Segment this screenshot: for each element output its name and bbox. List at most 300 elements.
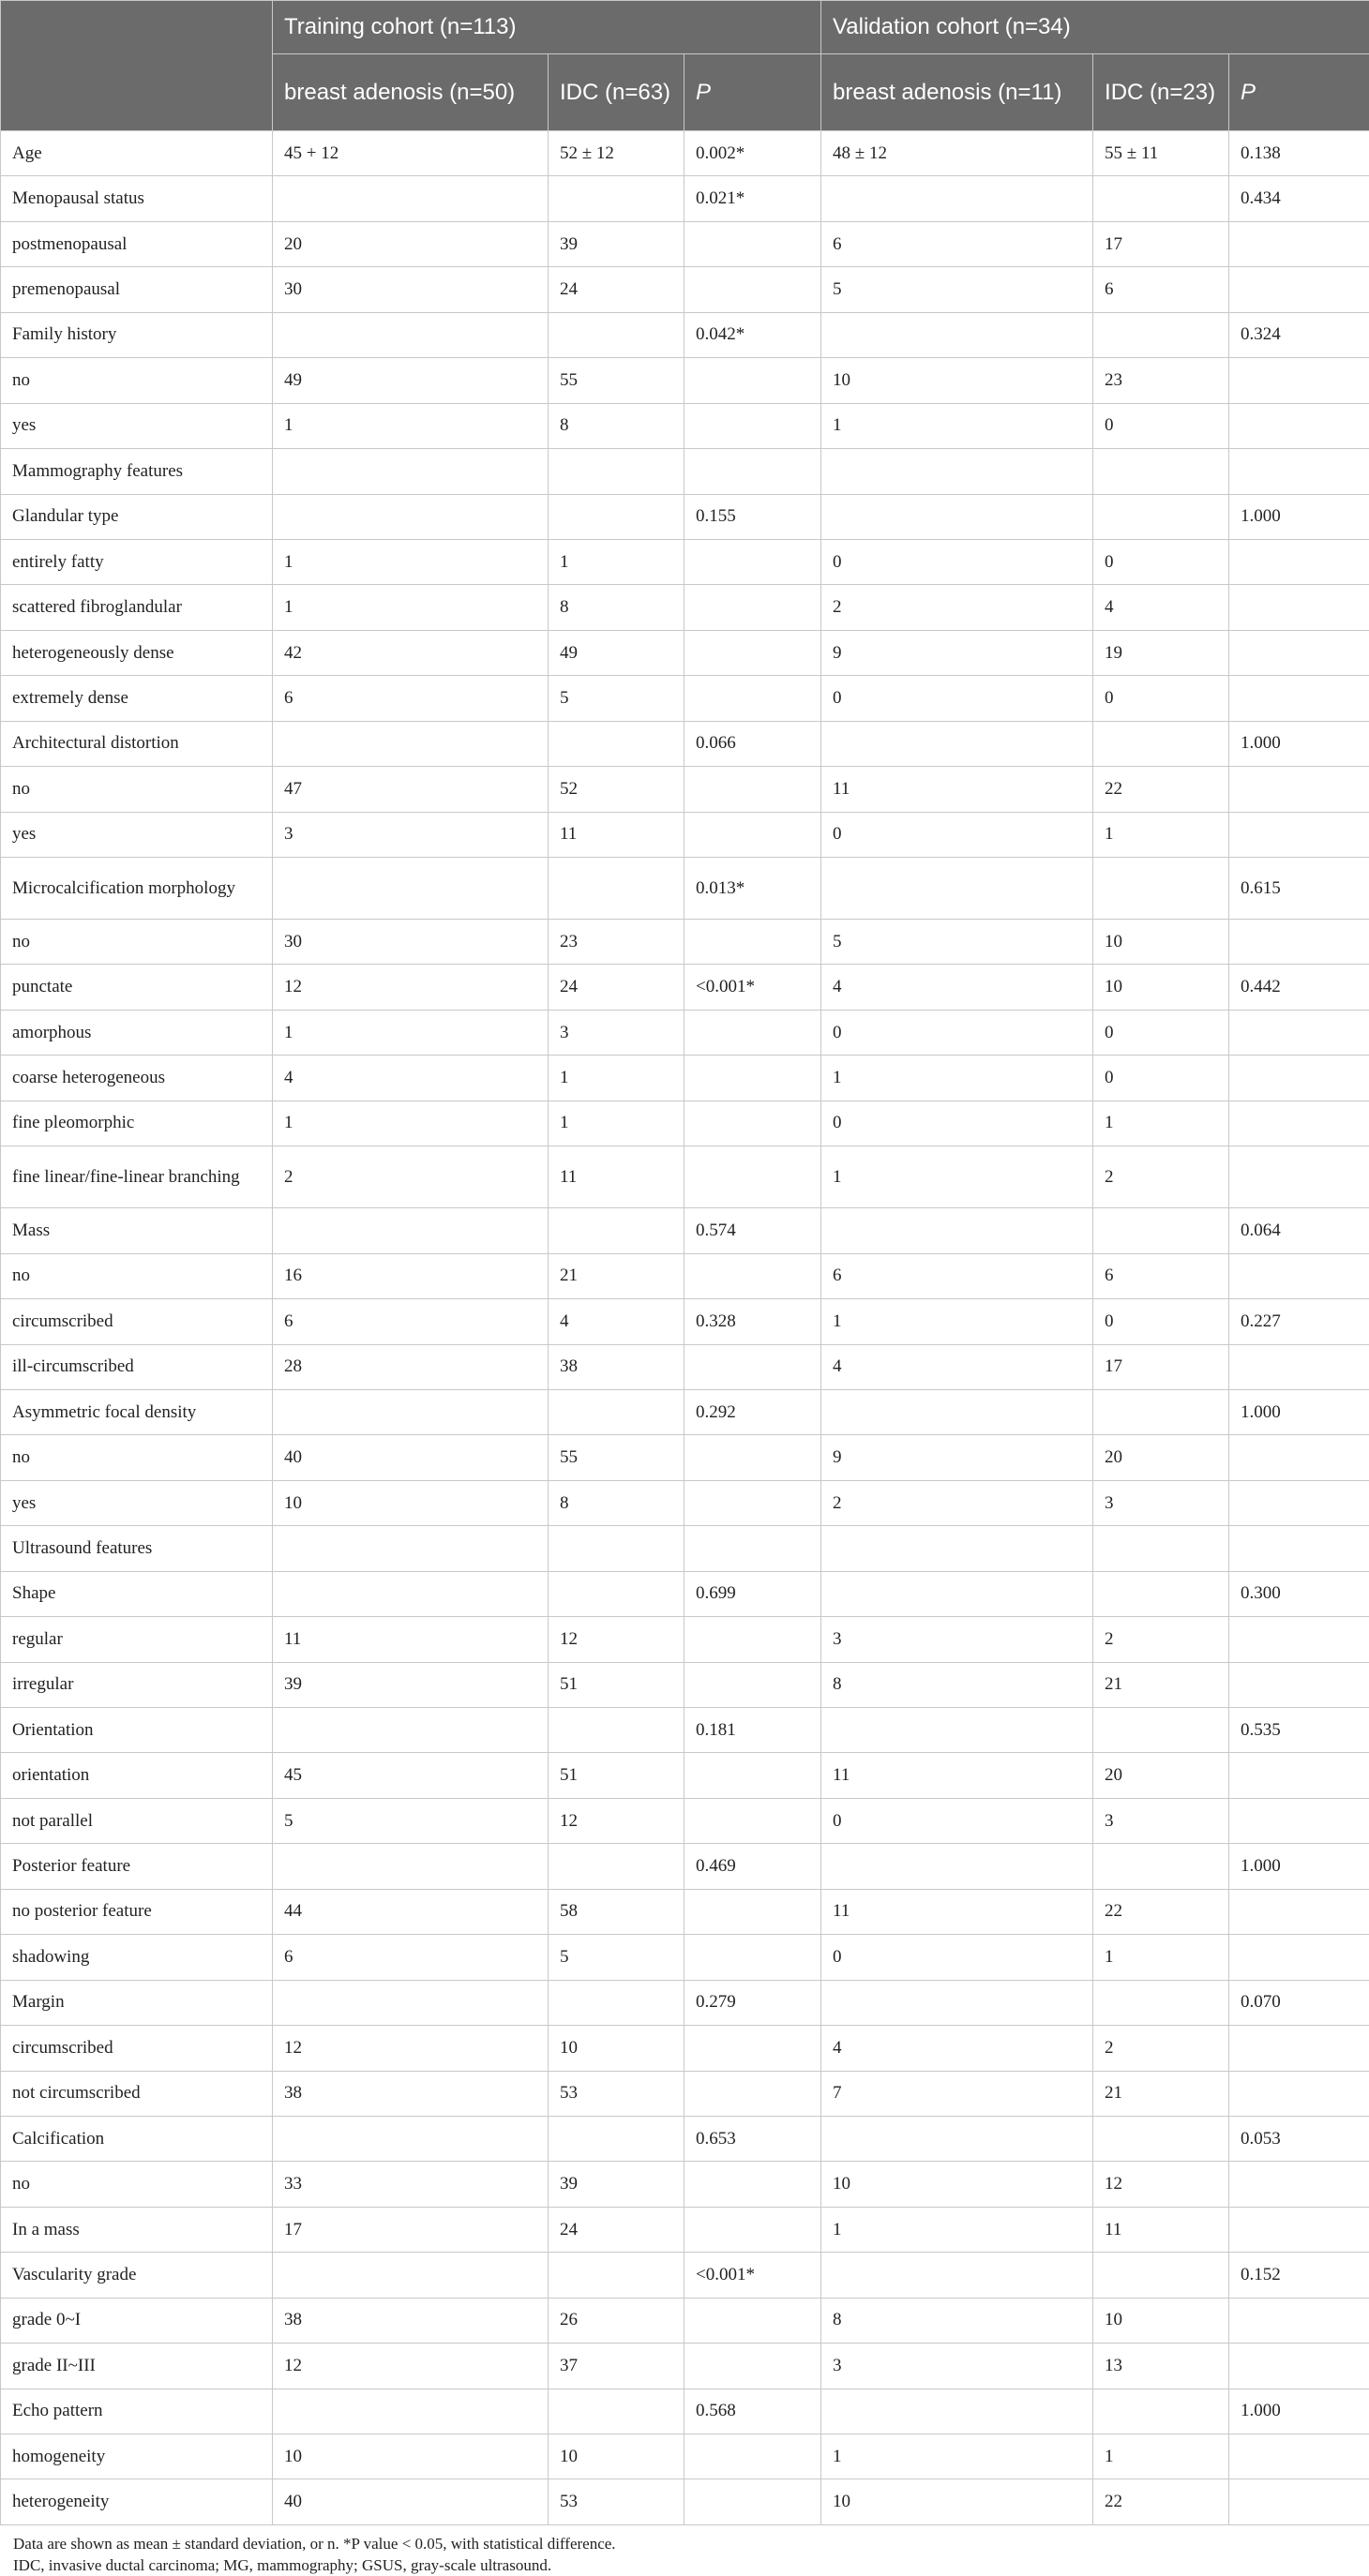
- cell-validation-p: 0.324: [1229, 312, 1369, 357]
- cell-validation-idc: 10: [1093, 2298, 1229, 2343]
- cell-validation-p: [1229, 2479, 1369, 2524]
- cell-training-idc: [549, 176, 684, 221]
- cell-training-adenosis: 12: [273, 965, 549, 1010]
- cell-training-idc: [549, 494, 684, 539]
- cell-validation-idc: 19: [1093, 630, 1229, 675]
- table-row: [1, 812, 1369, 857]
- cell-row-label: In a mass: [1, 2207, 273, 2252]
- cell-training-p: [684, 2344, 821, 2389]
- cell-training-p: [684, 1526, 821, 1571]
- cell-training-adenosis: [273, 494, 549, 539]
- cell-validation-p: [1229, 2434, 1369, 2479]
- table-row: [1, 1798, 1369, 1843]
- cell-validation-adenosis: 4: [821, 2026, 1093, 2071]
- cell-training-idc: 5: [549, 1935, 684, 1980]
- cell-validation-idc: 0: [1093, 539, 1229, 584]
- cell-training-p: 0.568: [684, 2389, 821, 2434]
- cell-validation-adenosis: [821, 2389, 1093, 2434]
- cell-training-idc: 8: [549, 1480, 684, 1525]
- cell-training-adenosis: [273, 2389, 549, 2434]
- cell-validation-adenosis: 11: [821, 1889, 1093, 1934]
- cell-validation-idc: 0: [1093, 1056, 1229, 1101]
- cell-validation-p: [1229, 1798, 1369, 1843]
- table-row: [1, 1662, 1369, 1707]
- cell-validation-idc: 1: [1093, 1935, 1229, 1980]
- cell-training-adenosis: 4: [273, 1056, 549, 1101]
- cell-validation-idc: [1093, 494, 1229, 539]
- cell-training-p: 0.653: [684, 2116, 821, 2161]
- cell-validation-adenosis: [821, 858, 1093, 920]
- cell-validation-adenosis: 1: [821, 1146, 1093, 1208]
- cell-validation-adenosis: 3: [821, 1617, 1093, 1662]
- cell-validation-adenosis: [821, 494, 1093, 539]
- cell-validation-idc: 11: [1093, 2207, 1229, 2252]
- cell-validation-idc: [1093, 1526, 1229, 1571]
- cell-row-label: yes: [1, 812, 273, 857]
- cell-validation-p: [1229, 2071, 1369, 2116]
- cell-training-adenosis: [273, 858, 549, 920]
- cell-training-p: [684, 1253, 821, 1298]
- cell-validation-adenosis: [821, 1844, 1093, 1889]
- cell-validation-p: [1229, 1253, 1369, 1298]
- cell-training-idc: 49: [549, 630, 684, 675]
- table-row: [1, 2162, 1369, 2207]
- footnote-abbreviations: IDC, invasive ductal carcinoma; MG, mammography; GSUS, gray-scale ultrasound.: [13, 2554, 1369, 2576]
- cell-validation-idc: 0: [1093, 676, 1229, 721]
- cell-training-idc: [549, 1571, 684, 1616]
- cell-training-p: [684, 358, 821, 403]
- cell-row-label: Mass: [1, 1208, 273, 1253]
- cell-training-p: [684, 2162, 821, 2207]
- cell-row-label: no: [1, 1435, 273, 1480]
- cell-validation-p: [1229, 1889, 1369, 1934]
- cell-training-p: [684, 1435, 821, 1480]
- table-row: [1, 494, 1369, 539]
- table-row: [1, 2344, 1369, 2389]
- cell-row-label: no: [1, 920, 273, 965]
- cell-validation-p: [1229, 1146, 1369, 1208]
- cell-training-adenosis: [273, 1526, 549, 1571]
- cell-validation-idc: 12: [1093, 2162, 1229, 2207]
- table-row: [1, 221, 1369, 266]
- cell-training-idc: 12: [549, 1798, 684, 1843]
- cell-training-p: [684, 676, 821, 721]
- cell-training-idc: 10: [549, 2026, 684, 2071]
- cell-training-p: [684, 1480, 821, 1525]
- col-header-training-p: P: [684, 54, 821, 131]
- cell-row-label: homogeneity: [1, 2434, 273, 2479]
- cell-training-adenosis: 1: [273, 403, 549, 448]
- cell-training-p: [684, 1056, 821, 1101]
- cell-validation-adenosis: 4: [821, 965, 1093, 1010]
- table-row: [1, 920, 1369, 965]
- table-row: [1, 2116, 1369, 2161]
- cell-training-idc: 53: [549, 2071, 684, 2116]
- cell-validation-adenosis: 10: [821, 358, 1093, 403]
- cell-training-idc: [549, 449, 684, 494]
- cell-validation-p: [1229, 2344, 1369, 2389]
- cell-row-label: not parallel: [1, 1798, 273, 1843]
- cell-validation-adenosis: 1: [821, 1299, 1093, 1344]
- cell-training-p: [684, 1798, 821, 1843]
- cell-validation-adenosis: [821, 449, 1093, 494]
- cell-validation-p: [1229, 1753, 1369, 1798]
- table-row: [1, 1253, 1369, 1298]
- cell-training-idc: 55: [549, 1435, 684, 1480]
- cell-training-idc: 37: [549, 2344, 684, 2389]
- table-row: [1, 1435, 1369, 1480]
- cell-row-label: Architectural distortion: [1, 721, 273, 766]
- table-row: [1, 1101, 1369, 1146]
- cell-training-p: 0.155: [684, 494, 821, 539]
- cell-training-adenosis: [273, 176, 549, 221]
- cell-validation-p: [1229, 676, 1369, 721]
- cell-row-label: ill-circumscribed: [1, 1344, 273, 1389]
- cell-training-idc: 39: [549, 221, 684, 266]
- cell-validation-p: [1229, 1344, 1369, 1389]
- cell-row-label: amorphous: [1, 1010, 273, 1055]
- cell-training-adenosis: 11: [273, 1617, 549, 1662]
- cell-validation-adenosis: [821, 1389, 1093, 1434]
- cell-validation-adenosis: 4: [821, 1344, 1093, 1389]
- table-row: [1, 1753, 1369, 1798]
- cell-validation-adenosis: 48 ± 12: [821, 131, 1093, 176]
- cell-validation-idc: 23: [1093, 358, 1229, 403]
- cell-training-adenosis: 49: [273, 358, 549, 403]
- cell-validation-idc: 3: [1093, 1798, 1229, 1843]
- table-row: [1, 1980, 1369, 2025]
- cell-training-p: 0.328: [684, 1299, 821, 1344]
- cell-training-adenosis: [273, 1208, 549, 1253]
- cell-training-idc: 8: [549, 403, 684, 448]
- cell-row-label: heterogeneously dense: [1, 630, 273, 675]
- cell-training-p: 0.699: [684, 1571, 821, 1616]
- cell-training-adenosis: [273, 1980, 549, 2025]
- cell-training-adenosis: 40: [273, 2479, 549, 2524]
- cell-validation-adenosis: 0: [821, 539, 1093, 584]
- cell-validation-idc: [1093, 1708, 1229, 1753]
- cell-validation-p: [1229, 1935, 1369, 1980]
- cell-validation-adenosis: 1: [821, 2434, 1093, 2479]
- cell-training-idc: 52: [549, 767, 684, 812]
- cell-validation-p: [1229, 2026, 1369, 2071]
- cell-validation-idc: 22: [1093, 2479, 1229, 2524]
- cell-training-idc: [549, 2253, 684, 2298]
- cell-validation-idc: 0: [1093, 1299, 1229, 1344]
- cell-training-p: 0.013*: [684, 858, 821, 920]
- table-row: [1, 1617, 1369, 1662]
- cell-training-adenosis: 30: [273, 267, 549, 312]
- table-row: [1, 858, 1369, 920]
- cell-training-adenosis: 40: [273, 1435, 549, 1480]
- cell-training-idc: 58: [549, 1889, 684, 1934]
- cell-training-adenosis: 45: [273, 1753, 549, 1798]
- cell-validation-adenosis: [821, 312, 1093, 357]
- table-row: [1, 1480, 1369, 1525]
- cell-row-label: circumscribed: [1, 1299, 273, 1344]
- cell-training-idc: 39: [549, 2162, 684, 2207]
- table-row: [1, 1056, 1369, 1101]
- cell-validation-adenosis: 7: [821, 2071, 1093, 2116]
- cell-training-p: [684, 2026, 821, 2071]
- cell-validation-adenosis: [821, 176, 1093, 221]
- cell-training-idc: 3: [549, 1010, 684, 1055]
- cell-validation-p: [1229, 403, 1369, 448]
- table-row: [1, 2253, 1369, 2298]
- table-row: [1, 2389, 1369, 2434]
- cell-validation-idc: 21: [1093, 1662, 1229, 1707]
- cell-validation-adenosis: 9: [821, 1435, 1093, 1480]
- cell-validation-adenosis: 1: [821, 2207, 1093, 2252]
- col-header-validation-p: P: [1229, 54, 1369, 131]
- cell-row-label: Mammography features: [1, 449, 273, 494]
- table-row: [1, 1889, 1369, 1934]
- cell-validation-idc: 2: [1093, 1146, 1229, 1208]
- cell-validation-idc: [1093, 1844, 1229, 1889]
- table-row: [1, 1571, 1369, 1616]
- cell-training-idc: [549, 1980, 684, 2025]
- cell-training-p: [684, 539, 821, 584]
- cell-training-adenosis: 38: [273, 2298, 549, 2343]
- cell-training-idc: 11: [549, 812, 684, 857]
- cell-validation-p: [1229, 1435, 1369, 1480]
- table-row: [1, 965, 1369, 1010]
- cell-validation-p: [1229, 1662, 1369, 1707]
- cell-row-label: Shape: [1, 1571, 273, 1616]
- cell-training-p: [684, 767, 821, 812]
- cell-training-p: [684, 2434, 821, 2479]
- cell-training-p: [684, 2071, 821, 2116]
- cell-row-label: scattered fibroglandular: [1, 585, 273, 630]
- cell-validation-p: [1229, 585, 1369, 630]
- cell-training-idc: 24: [549, 267, 684, 312]
- cell-validation-idc: 22: [1093, 1889, 1229, 1934]
- cell-training-adenosis: [273, 1844, 549, 1889]
- cell-training-p: [684, 2479, 821, 2524]
- cell-training-adenosis: [273, 312, 549, 357]
- cell-training-idc: 24: [549, 2207, 684, 2252]
- table-row: [1, 312, 1369, 357]
- cell-validation-p: 1.000: [1229, 1389, 1369, 1434]
- cell-validation-idc: [1093, 1571, 1229, 1616]
- cell-validation-idc: [1093, 1980, 1229, 2025]
- cell-validation-idc: 6: [1093, 267, 1229, 312]
- cell-validation-adenosis: [821, 2253, 1093, 2298]
- cell-training-p: [684, 1010, 821, 1055]
- cell-training-adenosis: [273, 1389, 549, 1434]
- cell-row-label: Orientation: [1, 1708, 273, 1753]
- cell-validation-p: [1229, 1526, 1369, 1571]
- cell-training-adenosis: 45 + 12: [273, 131, 549, 176]
- cell-training-p: [684, 585, 821, 630]
- table-row: [1, 2434, 1369, 2479]
- cell-row-label: yes: [1, 403, 273, 448]
- cell-training-adenosis: 30: [273, 920, 549, 965]
- cell-training-p: <0.001*: [684, 965, 821, 1010]
- cell-validation-idc: [1093, 2116, 1229, 2161]
- cell-training-adenosis: 47: [273, 767, 549, 812]
- cell-training-idc: 51: [549, 1753, 684, 1798]
- cell-row-label: Calcification: [1, 2116, 273, 2161]
- cell-validation-adenosis: 8: [821, 1662, 1093, 1707]
- cell-row-label: grade II~III: [1, 2344, 273, 2389]
- cell-training-idc: 21: [549, 1253, 684, 1298]
- cell-validation-p: [1229, 358, 1369, 403]
- cell-validation-idc: [1093, 449, 1229, 494]
- footnote-abbreviations-stats: Data are shown as mean ± standard deviation, or n. *P value < 0.05, with statistical difference.: [13, 2533, 1369, 2554]
- cell-training-p: [684, 2298, 821, 2343]
- cell-validation-idc: 0: [1093, 1010, 1229, 1055]
- cell-training-p: 0.292: [684, 1389, 821, 1434]
- cell-row-label: yes: [1, 1480, 273, 1525]
- cell-validation-adenosis: 0: [821, 1798, 1093, 1843]
- table-row: [1, 1146, 1369, 1208]
- cell-row-label: Family history: [1, 312, 273, 357]
- cell-training-adenosis: [273, 2253, 549, 2298]
- cell-validation-p: [1229, 920, 1369, 965]
- cell-row-label: entirely fatty: [1, 539, 273, 584]
- cell-training-idc: 52 ± 12: [549, 131, 684, 176]
- cell-validation-p: [1229, 1480, 1369, 1525]
- table-row: [1, 2071, 1369, 2116]
- cell-training-adenosis: 16: [273, 1253, 549, 1298]
- cell-validation-p: 0.535: [1229, 1708, 1369, 1753]
- cell-training-p: 0.066: [684, 721, 821, 766]
- cell-training-adenosis: 20: [273, 221, 549, 266]
- cell-training-idc: 1: [549, 1056, 684, 1101]
- cell-validation-p: [1229, 812, 1369, 857]
- cell-validation-adenosis: 8: [821, 2298, 1093, 2343]
- cell-training-adenosis: [273, 2116, 549, 2161]
- cell-validation-p: 1.000: [1229, 1844, 1369, 1889]
- cell-row-label: Vascularity grade: [1, 2253, 273, 2298]
- cell-validation-adenosis: 0: [821, 1010, 1093, 1055]
- cell-training-adenosis: 10: [273, 2434, 549, 2479]
- cell-training-p: [684, 403, 821, 448]
- cell-validation-idc: 1: [1093, 2434, 1229, 2479]
- cell-validation-idc: 22: [1093, 767, 1229, 812]
- cell-training-idc: [549, 312, 684, 357]
- cell-training-adenosis: 1: [273, 539, 549, 584]
- cell-validation-p: 0.053: [1229, 2116, 1369, 2161]
- cell-training-adenosis: 1: [273, 1010, 549, 1055]
- cell-validation-p: 1.000: [1229, 2389, 1369, 2434]
- cell-training-idc: 26: [549, 2298, 684, 2343]
- cell-validation-idc: 55 ± 11: [1093, 131, 1229, 176]
- cell-training-p: 0.021*: [684, 176, 821, 221]
- cell-validation-p: [1229, 2298, 1369, 2343]
- cell-row-label: Asymmetric focal density: [1, 1389, 273, 1434]
- cell-training-p: [684, 812, 821, 857]
- table-row: [1, 449, 1369, 494]
- cell-training-p: [684, 221, 821, 266]
- cell-training-idc: 11: [549, 1146, 684, 1208]
- cell-row-label: postmenopausal: [1, 221, 273, 266]
- cell-row-label: not circumscribed: [1, 2071, 273, 2116]
- cell-validation-adenosis: 0: [821, 676, 1093, 721]
- table-row: [1, 131, 1369, 176]
- cell-training-adenosis: [273, 721, 549, 766]
- cell-row-label: irregular: [1, 1662, 273, 1707]
- cell-training-adenosis: 5: [273, 1798, 549, 1843]
- validation-cohort-header: Validation cohort (n=34): [821, 1, 1369, 54]
- table-row: [1, 2479, 1369, 2524]
- cell-training-p: [684, 267, 821, 312]
- table-row: [1, 767, 1369, 812]
- cell-validation-adenosis: [821, 721, 1093, 766]
- cell-validation-adenosis: 10: [821, 2479, 1093, 2524]
- training-cohort-header: Training cohort (n=113): [273, 1, 821, 54]
- cell-validation-adenosis: 9: [821, 630, 1093, 675]
- cell-training-idc: [549, 1389, 684, 1434]
- cell-validation-p: 0.227: [1229, 1299, 1369, 1344]
- cell-validation-p: 0.064: [1229, 1208, 1369, 1253]
- cell-training-idc: [549, 2116, 684, 2161]
- cell-validation-adenosis: 2: [821, 585, 1093, 630]
- table-header: [1, 1, 1369, 131]
- cell-row-label: no posterior feature: [1, 1889, 273, 1934]
- cell-training-adenosis: 38: [273, 2071, 549, 2116]
- cell-training-p: [684, 1146, 821, 1208]
- cell-row-label: Ultrasound features: [1, 1526, 273, 1571]
- cell-validation-adenosis: 0: [821, 812, 1093, 857]
- cell-row-label: Menopausal status: [1, 176, 273, 221]
- cell-training-p: [684, 1617, 821, 1662]
- cell-row-label: Age: [1, 131, 273, 176]
- col-header-training-adenosis: breast adenosis (n=50): [273, 54, 549, 131]
- cell-row-label: extremely dense: [1, 676, 273, 721]
- cell-training-idc: [549, 1708, 684, 1753]
- table-row: [1, 1299, 1369, 1344]
- cell-validation-p: [1229, 539, 1369, 584]
- cell-validation-p: 1.000: [1229, 494, 1369, 539]
- cell-training-p: [684, 630, 821, 675]
- table-row: [1, 2207, 1369, 2252]
- cell-training-adenosis: 1: [273, 585, 549, 630]
- cell-validation-idc: [1093, 2253, 1229, 2298]
- cell-row-label: regular: [1, 1617, 273, 1662]
- cell-validation-idc: 17: [1093, 1344, 1229, 1389]
- cell-validation-idc: 17: [1093, 221, 1229, 266]
- cell-training-adenosis: 39: [273, 1662, 549, 1707]
- cell-training-idc: 5: [549, 676, 684, 721]
- cell-training-p: [684, 1344, 821, 1389]
- table-row: [1, 1208, 1369, 1253]
- cell-row-label: Echo pattern: [1, 2389, 273, 2434]
- cell-row-label: shadowing: [1, 1935, 273, 1980]
- cell-validation-idc: 3: [1093, 1480, 1229, 1525]
- cell-validation-adenosis: [821, 1526, 1093, 1571]
- cell-training-idc: 55: [549, 358, 684, 403]
- cell-training-idc: 38: [549, 1344, 684, 1389]
- cell-training-idc: [549, 1844, 684, 1889]
- cell-validation-p: [1229, 221, 1369, 266]
- cell-training-idc: 12: [549, 1617, 684, 1662]
- cell-training-p: 0.181: [684, 1708, 821, 1753]
- cell-validation-adenosis: 6: [821, 221, 1093, 266]
- cell-training-idc: [549, 721, 684, 766]
- header-corner-cell: [1, 1, 273, 131]
- cell-validation-idc: [1093, 1208, 1229, 1253]
- cell-row-label: orientation: [1, 1753, 273, 1798]
- cell-validation-idc: [1093, 858, 1229, 920]
- cell-training-adenosis: 12: [273, 2344, 549, 2389]
- cell-validation-adenosis: [821, 2116, 1093, 2161]
- cell-training-adenosis: 28: [273, 1344, 549, 1389]
- cell-row-label: punctate: [1, 965, 273, 1010]
- table-row: [1, 721, 1369, 766]
- cell-training-idc: 1: [549, 1101, 684, 1146]
